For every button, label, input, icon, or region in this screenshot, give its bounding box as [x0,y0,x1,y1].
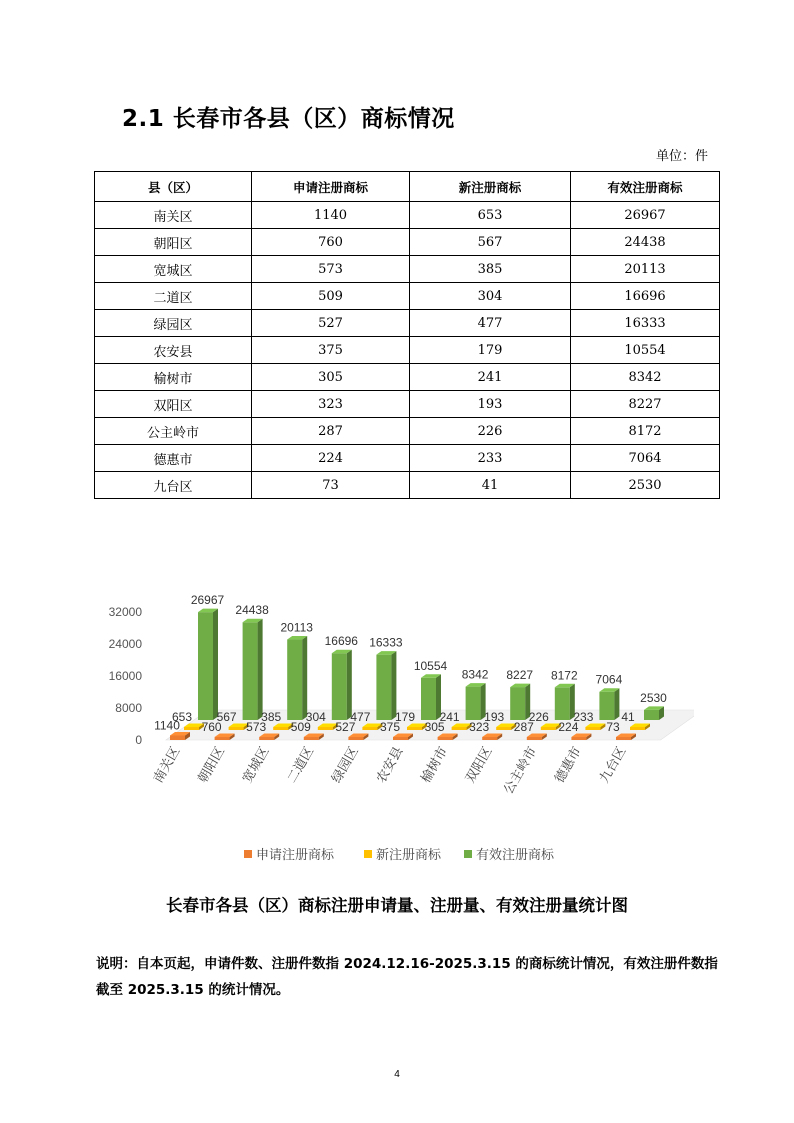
category-label: 农安县 [373,744,407,786]
data-label: 385 [261,710,282,724]
table-row [95,445,720,472]
table-row [95,472,720,499]
data-label: 1140 [154,718,180,733]
applied-cell: 287 [252,418,410,445]
county-cell: 榆树市 [95,364,252,391]
data-label: 509 [290,720,311,734]
applied-cell: 573 [252,256,410,283]
data-label: 287 [513,720,534,734]
data-label: 8342 [461,667,489,682]
new-cell: 241 [410,364,571,391]
table-row [95,310,720,337]
county-cell: 九台区 [95,472,252,499]
county-cell: 二道区 [95,283,252,310]
data-label: 375 [379,720,401,734]
data-label: 573 [246,720,267,734]
data-label: 16696 [324,634,358,649]
data-label: 10554 [413,658,448,673]
header-valid: 有效注册商标 [571,172,720,202]
table-row [95,256,720,283]
bar-front [393,737,408,740]
data-label: 567 [216,710,237,724]
bar-front [510,687,525,720]
bar-valid [510,684,530,720]
category-label: 绿园区 [329,744,362,786]
bar-valid [599,688,619,720]
new-cell: 41 [410,472,571,499]
data-label: 8172 [550,668,578,683]
data-label: 7064 [595,672,623,687]
y-tick-label: 24000 [108,637,142,651]
bar-front [362,727,377,730]
valid-cell: 8172 [571,418,720,445]
legend-swatch [464,850,472,858]
bar-front [541,727,556,730]
trademark-table [94,171,720,499]
applied-cell: 509 [252,283,410,310]
bar-front [287,640,302,720]
category-label: 榆树市 [418,744,452,786]
bar-valid [198,609,218,720]
table-row [95,229,720,256]
applied-cell: 760 [252,229,410,256]
valid-cell: 20113 [571,256,720,283]
bar-front [452,727,467,730]
data-label: 477 [350,710,371,724]
new-cell: 233 [410,445,571,472]
bar-front [273,727,288,730]
county-cell: 绿园区 [95,310,252,337]
valid-cell: 24438 [571,229,720,256]
legend-label: 有效注册商标 [476,848,555,863]
applied-cell: 73 [252,472,410,499]
legend-swatch [244,850,252,858]
valid-cell: 2530 [571,472,720,499]
bar-front [630,727,645,730]
bar-front [482,737,497,740]
legend-swatch [364,850,372,858]
bar-valid [376,651,396,720]
bar-front [599,692,614,720]
valid-cell: 8227 [571,391,720,418]
bar-front [616,737,631,740]
data-label: 760 [201,719,222,734]
bar-side [302,636,307,720]
table-body [95,202,720,499]
data-label: 233 [573,710,594,724]
table-row [95,283,720,310]
bar-front [318,727,333,730]
category-label: 朝阳区 [195,744,229,786]
bar-front [229,727,244,730]
bar-side [614,688,619,720]
bar-front [496,727,511,730]
applied-cell: 305 [252,364,410,391]
bar-front [332,653,347,720]
y-tick-label: 0 [135,733,142,747]
bar-front [348,737,363,740]
y-tick-label: 32000 [108,605,142,619]
data-label: 224 [558,720,579,734]
header-applied: 申请注册商标 [252,172,410,202]
bar-valid [644,706,664,720]
category-label: 南关区 [150,744,184,786]
bar-front [198,612,213,720]
data-label: 41 [621,710,635,724]
data-label: 323 [469,720,490,734]
data-label: 20113 [280,620,313,635]
county-cell: 德惠市 [95,445,252,472]
new-cell: 477 [410,310,571,337]
new-cell: 385 [410,256,571,283]
data-label: 24438 [235,603,269,618]
county-cell: 农安县 [95,337,252,364]
bar-front [407,727,422,730]
category-label: 二道区 [284,744,318,786]
data-label: 241 [439,710,460,724]
valid-cell: 26967 [571,202,720,229]
data-label: 226 [528,710,549,724]
table-header-row [95,172,720,202]
category-labels [150,744,629,797]
bar-valid [287,636,307,720]
bar-front [571,737,586,740]
y-tick-label: 16000 [108,669,142,683]
table-row [95,364,720,391]
new-cell: 653 [410,202,571,229]
data-label: 2530 [640,690,667,705]
new-cell: 567 [410,229,571,256]
new-cell: 226 [410,418,571,445]
new-cell: 193 [410,391,571,418]
legend-item [464,847,555,863]
bar-front [259,737,274,740]
bar-valid [421,674,441,720]
explanation-note: 说明：自本页起，申请件数、注册件数指 2024.12.16-2025.3.15 的商标统计情况，有效注册件数指截至 2025.3.15 的统计情况。 [96,956,718,998]
bar-front [304,737,319,740]
bar-front [555,687,570,720]
bar-front [215,737,230,740]
header-county: 县（区） [95,172,252,202]
bar-front [376,655,391,720]
applied-cell: 224 [252,445,410,472]
county-cell: 南关区 [95,202,252,229]
county-cell: 宽城区 [95,256,252,283]
valid-cell: 8342 [571,364,720,391]
category-label: 双阳区 [463,744,496,786]
bar-front [170,735,185,740]
bar-front [184,727,199,730]
applied-cell: 527 [252,310,410,337]
applied-cell: 375 [252,337,410,364]
bar-front [466,687,481,720]
data-label: 73 [606,720,620,734]
bar-valid [243,619,263,720]
county-cell: 朝阳区 [95,229,252,256]
data-label: 304 [305,710,326,724]
new-cell: 304 [410,283,571,310]
y-axis [109,605,143,747]
chart-legend [244,847,555,863]
table-row [95,202,720,229]
data-label: 8227 [506,668,534,683]
bar-valid [332,650,352,720]
bar-front [243,622,258,720]
chart-caption: 长春市各县（区）商标注册申请量、注册量、有效注册量统计图 [166,896,628,915]
applied-cell: 1140 [252,202,410,229]
data-labels [154,593,667,734]
header-new: 新注册商标 [410,172,571,202]
category-label: 德惠市 [552,744,585,786]
page-number: 4 [394,1069,400,1080]
bar-side [258,619,263,720]
trademark-chart [94,578,694,878]
bar-valid [555,684,575,720]
county-cell: 公主岭市 [95,418,252,445]
legend-label: 申请注册商标 [256,848,335,863]
bar-front [438,737,453,740]
data-label: 527 [335,720,356,734]
data-label: 305 [424,720,445,734]
table-row [95,391,720,418]
valid-cell: 16333 [571,310,720,337]
bar-side [213,609,218,720]
category-label: 公主岭市 [501,744,541,798]
valid-cell: 16696 [571,283,720,310]
data-label: 179 [394,710,416,724]
data-label: 193 [484,710,505,724]
legend-item [364,847,442,863]
unit-label: 单位：件 [655,149,708,164]
bar-front [527,737,542,740]
bar-front [421,678,436,720]
bar-valid [466,683,486,720]
data-label: 26967 [190,593,225,608]
data-label: 653 [171,710,193,724]
county-cell: 双阳区 [95,391,252,418]
valid-cell: 7064 [571,445,720,472]
section-heading: 2.1 长春市各县（区）商标情况 [122,106,455,132]
legend-item [244,847,335,863]
category-label: 宽城区 [240,744,273,786]
new-cell: 179 [410,337,571,364]
applied-cell: 323 [252,391,410,418]
table-row [95,418,720,445]
data-label: 16333 [369,635,403,650]
y-tick-label: 8000 [115,701,142,715]
legend-label: 新注册商标 [376,848,442,863]
valid-cell: 10554 [571,337,720,364]
table-row [95,337,720,364]
category-label: 九台区 [596,744,630,786]
bar-front [644,710,659,720]
bar-front [585,727,600,730]
